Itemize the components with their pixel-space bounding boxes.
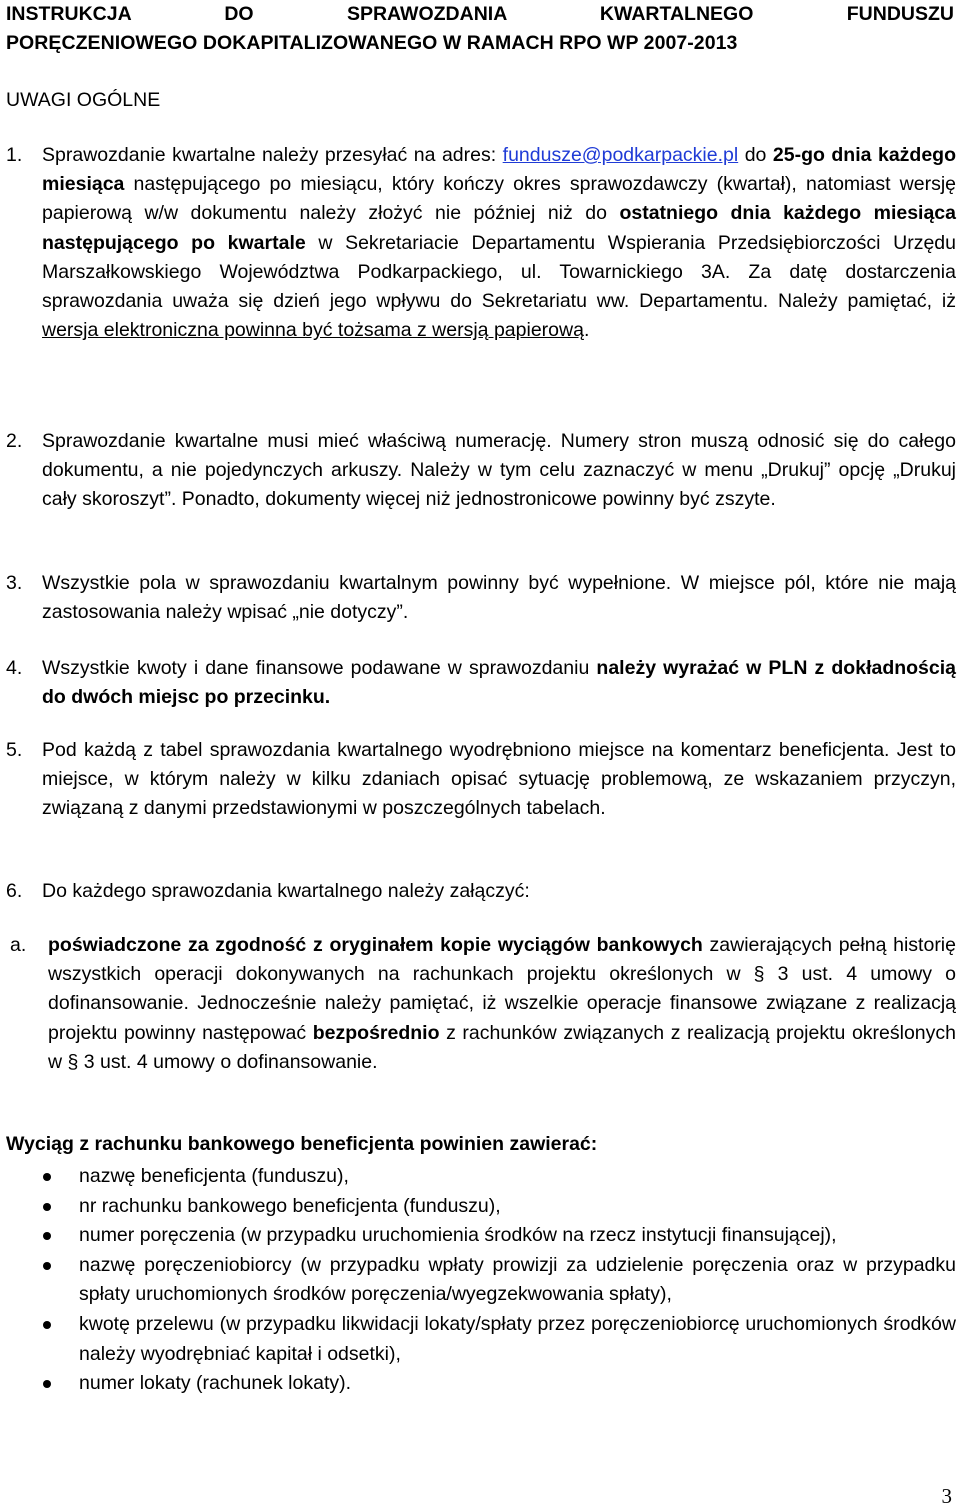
item-text-part: następującego po miesiącu, który kończy okres sprawozdawczy (kwartał), natomiast wersję papierową w/w dokumentu należy złożyć nie później niż do bbox=[42, 173, 956, 225]
item-text: Do każdego sprawozdania kwartalnego należy załączyć: bbox=[42, 880, 530, 902]
list-item-6 bbox=[6, 877, 956, 906]
item-text: Wszystkie pola w sprawozdaniu kwartalnym powinny być wypełnione. W miejsce pól, które nie mają zastosowania należy wpisać „nie dotyczy”. bbox=[42, 572, 956, 624]
item-bold-text: należy wyrażać w PLN z dokładnością do dwóch miejsc po przecinku. bbox=[42, 657, 957, 709]
email-link[interactable]: fundusze@podkarpackie.pl bbox=[502, 144, 739, 166]
item-letter: a. bbox=[10, 934, 27, 956]
item-bold-text: 25-go dnia każdego miesiąca bbox=[42, 144, 957, 196]
bullet-icon bbox=[43, 1232, 51, 1240]
item-text bbox=[42, 654, 956, 712]
item-text-part: w Sekretariacie Departamentu Wspierania Przedsiębiorczości Urzędu Marszałkowskiego Województwa Podkarpackiego, ul. Towarnickiego 3A. Za datę dostarczenia sprawozdania uważa się dzień jego wpływu do Sekretariatu ww. Departamentu. Należy pamiętać, iż bbox=[42, 231, 956, 313]
item-text-part: zawierających pełną historię wszystkich operacji dokonywanych na rachunkach projektu określonych w § 3 ust. 4 umowy o dofinansowanie. Jednocześnie należy pamiętać, iż wszelkie operacje finansowe związane z realizacją projektu powinny następować bbox=[48, 934, 956, 1044]
item-number: 1. bbox=[6, 144, 23, 166]
bullet-icon bbox=[43, 1203, 51, 1211]
statement-requirements-list bbox=[6, 1162, 956, 1399]
item-bold-text: poświadczone za zgodność z oryginałem kopie wyciągów bankowych bbox=[48, 934, 703, 956]
item-number: 2. bbox=[6, 430, 23, 452]
title-line-2: PORĘCZENIOWEGO DOKAPITALIZOWANEGO W RAMACH RPO WP 2007-2013 bbox=[6, 32, 738, 54]
item-text: Pod każdą z tabel sprawozdania kwartalnego wyodrębniono miejsce na komentarz beneficjenta. Jest to miejsce, w którym należy w kilku zdaniach opisać sytuację problemową, ze wskazaniem przyczyn, związaną z danymi przedstawionymi w poszczególnych tabelach. bbox=[42, 739, 956, 820]
bullet-icon bbox=[43, 1262, 51, 1270]
list-item-text: numer lokaty (rachunek lokaty). bbox=[79, 1372, 352, 1395]
list-item-text: numer poręczenia (w przypadku uruchomienia środków na rzecz instytucji finansującej), bbox=[79, 1224, 837, 1247]
list-item-text: nazwę beneficjenta (funduszu), bbox=[79, 1165, 349, 1187]
list-item-text: kwotę przelewu (w przypadku likwidacji lokaty/spłaty przez poręczeniobiorcę uruchomionych środków należy wyodrębniać kapitał i odsetki), bbox=[79, 1312, 956, 1365]
list-item-text: nr rachunku bankowego beneficjenta (funduszu), bbox=[79, 1194, 501, 1217]
list-item-a bbox=[6, 931, 956, 1077]
bullet-icon bbox=[43, 1173, 51, 1181]
bullet-icon bbox=[43, 1380, 51, 1388]
list-item bbox=[6, 1162, 956, 1192]
list-item bbox=[6, 1310, 956, 1369]
item-underlined-text: wersja elektroniczna powinna być tożsama z wersją papierową bbox=[42, 319, 584, 342]
list-item-5 bbox=[6, 736, 956, 824]
list-item-text: nazwę poręczeniobiorcy (w przypadku wpłaty prowizji za udzielenie poręczenia oraz w przypadku spłaty uruchomionych środków poręczenia/wyegzekwowania spłaty), bbox=[79, 1253, 956, 1306]
item-text-part: . bbox=[583, 319, 590, 342]
list-item-4 bbox=[6, 654, 956, 712]
list-item-1 bbox=[6, 141, 956, 345]
item-number: 4. bbox=[6, 657, 23, 679]
section-label: UWAGI OGÓLNE bbox=[6, 89, 161, 111]
item-text bbox=[48, 931, 956, 1077]
item-text-part: Wszystkie kwoty i dane finansowe podawane w sprawozdaniu bbox=[42, 657, 597, 679]
item-text-part: Sprawozdanie kwartalne należy przesyłać na adres: bbox=[42, 144, 503, 166]
item-number: 6. bbox=[6, 880, 23, 902]
item-text-part: z rachunków związanych z realizacją projektu określonych w § 3 ust. 4 umowy o dofinansowanie. bbox=[48, 1021, 956, 1073]
page-number: 3 bbox=[941, 1484, 952, 1508]
item-text-part: do bbox=[738, 144, 773, 166]
list-item bbox=[6, 1192, 956, 1222]
list-item bbox=[6, 1369, 956, 1399]
list-item-3 bbox=[6, 569, 956, 627]
item-number: 5. bbox=[6, 739, 23, 761]
bullet-icon bbox=[43, 1321, 51, 1329]
document-title bbox=[6, 0, 954, 58]
item-bold-text: ostatniego dnia każdego miesiąca następującego po kwartale bbox=[42, 202, 956, 254]
list-item-2 bbox=[6, 427, 956, 515]
list-item bbox=[6, 1251, 956, 1310]
item-text: Sprawozdanie kwartalne musi mieć właściwą numerację. Numery stron muszą odnosić się do całego dokumentu, a nie pojedynczych arkuszy. Należy w tym celu zaznaczyć w menu „Drukuj” opcję „Drukuj cały skoroszyt”. Ponadto, dokumenty więcej niż jednostronicowe powinny być zszyte. bbox=[42, 430, 956, 511]
item-number: 3. bbox=[6, 572, 23, 594]
item-text bbox=[42, 141, 956, 345]
title-line-1: INSTRUKCJA DO SPRAWOZDANIA KWARTALNEGO FUNDUSZU bbox=[6, 3, 954, 25]
statement-heading: Wyciąg z rachunku bankowego beneficjenta powinien zawierać: bbox=[6, 1133, 598, 1155]
list-item bbox=[6, 1221, 956, 1251]
item-bold-text: bezpośrednio bbox=[312, 1021, 440, 1044]
